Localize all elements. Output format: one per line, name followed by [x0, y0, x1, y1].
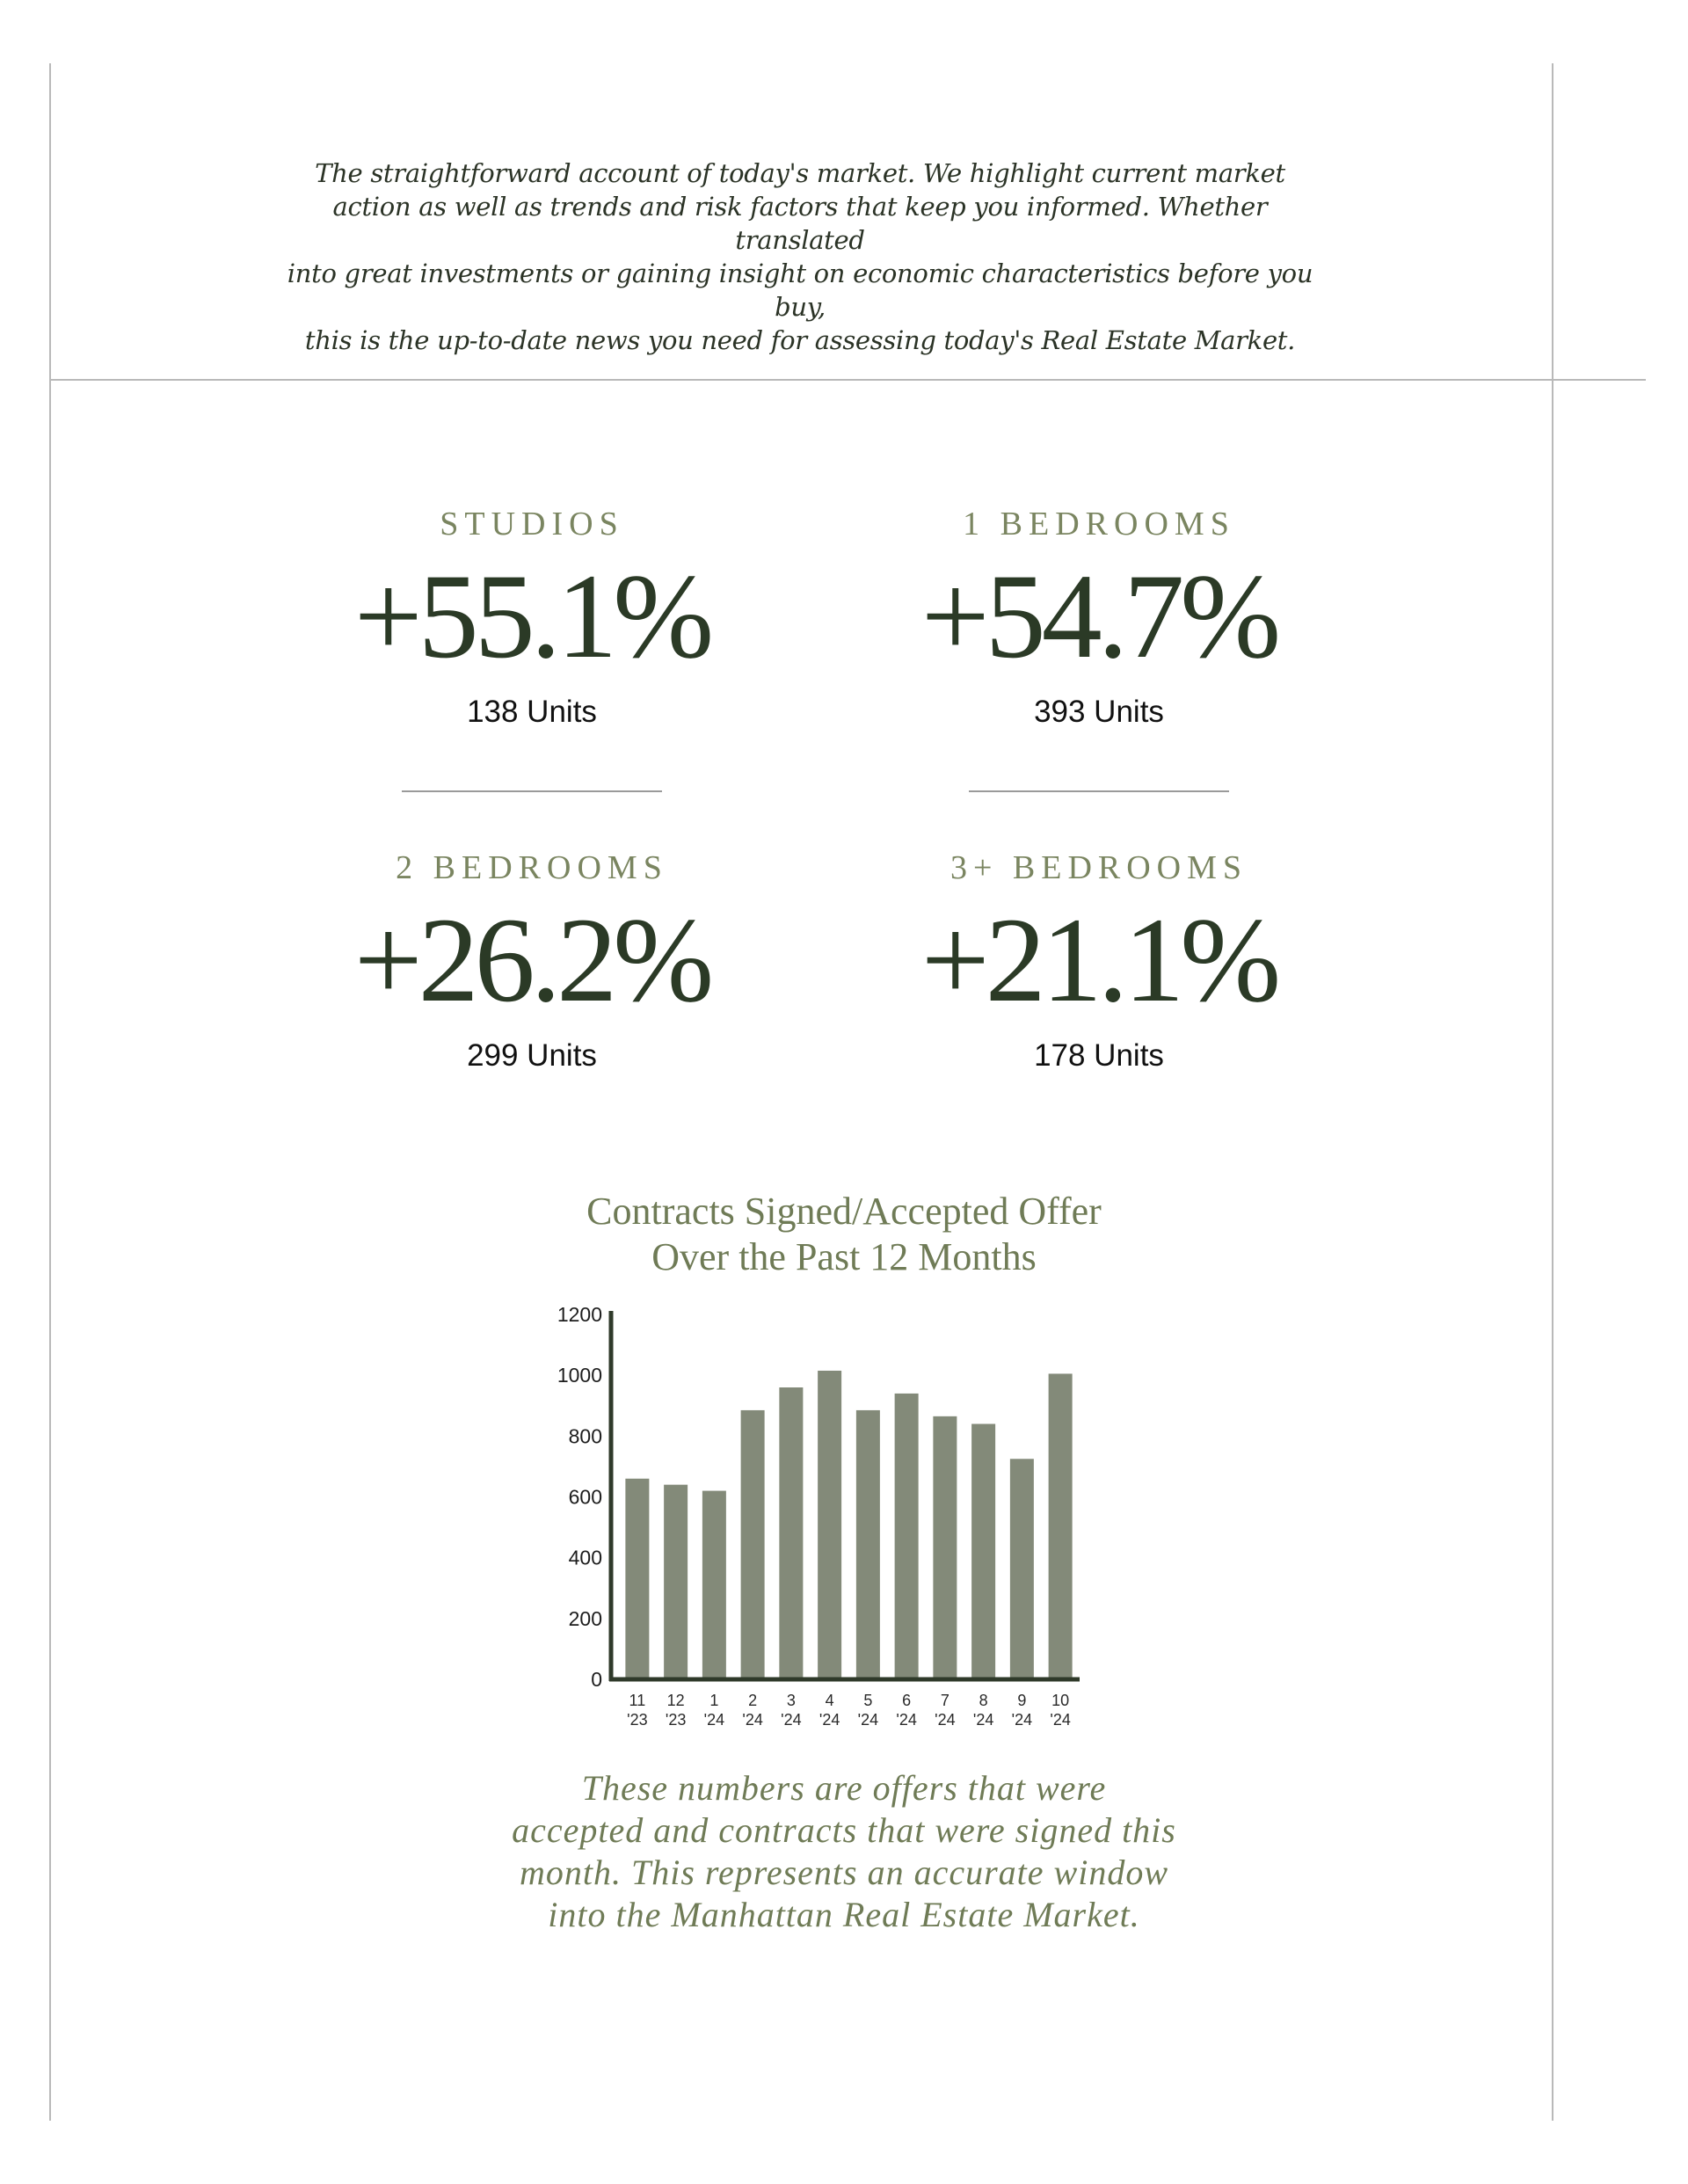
x-tick-label: 4 [825, 1692, 834, 1709]
section-divider-rule [49, 379, 1646, 381]
x-tick-label: 2 [748, 1692, 758, 1709]
intro-line: this is the up-to-date news you need for assessing today's Real Estate Market. [304, 325, 1296, 355]
x-tick-label: 12 [666, 1692, 685, 1709]
bar [779, 1387, 803, 1679]
x-tick-label: '24 [819, 1711, 840, 1729]
x-tick-label: 9 [1017, 1692, 1027, 1709]
x-tick-label: '24 [1011, 1711, 1033, 1729]
stat-units: 138 Units [467, 695, 597, 729]
bar [1049, 1373, 1073, 1679]
bar [895, 1394, 919, 1679]
x-tick-label: '24 [781, 1711, 802, 1729]
x-tick-label: 11 [629, 1692, 646, 1709]
stat-value: +26.2% [353, 892, 710, 1027]
stat-label: STUDIOS [440, 506, 624, 542]
x-tick-label: '23 [627, 1711, 648, 1729]
chart-title-line: Contracts Signed/Accepted Offer [586, 1190, 1102, 1233]
stat-label: 3+ BEDROOMS [950, 849, 1248, 886]
y-tick-label: 0 [591, 1668, 602, 1691]
stat-divider [969, 790, 1229, 792]
x-tick-label: '23 [665, 1711, 687, 1729]
stat-units: 393 Units [1034, 695, 1164, 729]
x-tick-label: '24 [703, 1711, 725, 1729]
stat-divider [402, 790, 662, 792]
stat-2-bedrooms [251, 847, 813, 1074]
stat-1-bedrooms [818, 503, 1380, 730]
bar [856, 1410, 880, 1679]
x-tick-label: '24 [935, 1711, 956, 1729]
stat-units: 299 Units [467, 1038, 597, 1073]
intro-line: The straightforward account of today's market. We highlight current market [315, 158, 1285, 188]
stat-value: +55.1% [353, 549, 710, 683]
y-tick-label: 1200 [557, 1303, 602, 1326]
caption-line: month. This represents an accurate window [519, 1853, 1168, 1892]
x-tick-label: 8 [979, 1692, 988, 1709]
caption-line: These numbers are offers that were [581, 1768, 1107, 1808]
bar [625, 1479, 649, 1679]
intro-line: action as well as trends and risk factors that keep you informed. Whether translated [332, 192, 1268, 255]
stat-value: +54.7% [920, 549, 1277, 683]
intro-paragraph [273, 157, 1328, 357]
caption-line: into the Manhattan Real Estate Market. [548, 1895, 1140, 1934]
x-tick-label: '24 [972, 1711, 994, 1729]
x-tick-label: 10 [1051, 1692, 1070, 1709]
bar [741, 1410, 765, 1679]
bar [702, 1491, 726, 1679]
x-tick-label: '24 [857, 1711, 879, 1729]
y-tick-label: 600 [568, 1485, 602, 1509]
stat-3plus-bedrooms [818, 847, 1380, 1074]
stat-label: 1 BEDROOMS [963, 506, 1235, 542]
x-tick-label: 1 [709, 1692, 719, 1709]
contracts-bar-chart [528, 1292, 1090, 1741]
stat-studios [251, 503, 813, 730]
chart-title-line: Over the Past 12 Months [651, 1235, 1037, 1278]
y-tick-label: 200 [568, 1606, 602, 1630]
intro-line: into great investments or gaining insight on economic characteristics before you buy, [287, 258, 1313, 322]
caption-line: accepted and contracts that were signed this [512, 1810, 1176, 1850]
bar [1010, 1459, 1034, 1679]
bar [971, 1424, 995, 1680]
y-tick-label: 400 [568, 1546, 602, 1569]
x-tick-label: '24 [896, 1711, 917, 1729]
stat-units: 178 Units [1034, 1038, 1164, 1073]
x-tick-label: 6 [902, 1692, 912, 1709]
bar [664, 1485, 688, 1679]
left-margin-rule [49, 63, 51, 2121]
y-tick-label: 1000 [557, 1364, 602, 1387]
right-margin-rule [1552, 63, 1553, 2121]
x-tick-label: 5 [863, 1692, 873, 1709]
x-tick-label: 3 [786, 1692, 796, 1709]
stat-label: 2 BEDROOMS [396, 849, 668, 886]
stat-value: +21.1% [920, 892, 1277, 1027]
y-tick-label: 800 [568, 1424, 602, 1448]
chart-title [492, 1189, 1196, 1280]
chart-caption [448, 1767, 1240, 1936]
x-tick-label: 7 [940, 1692, 950, 1709]
bar [933, 1416, 957, 1679]
x-tick-label: '24 [1050, 1711, 1071, 1729]
x-tick-label: '24 [742, 1711, 763, 1729]
bar [818, 1371, 841, 1679]
